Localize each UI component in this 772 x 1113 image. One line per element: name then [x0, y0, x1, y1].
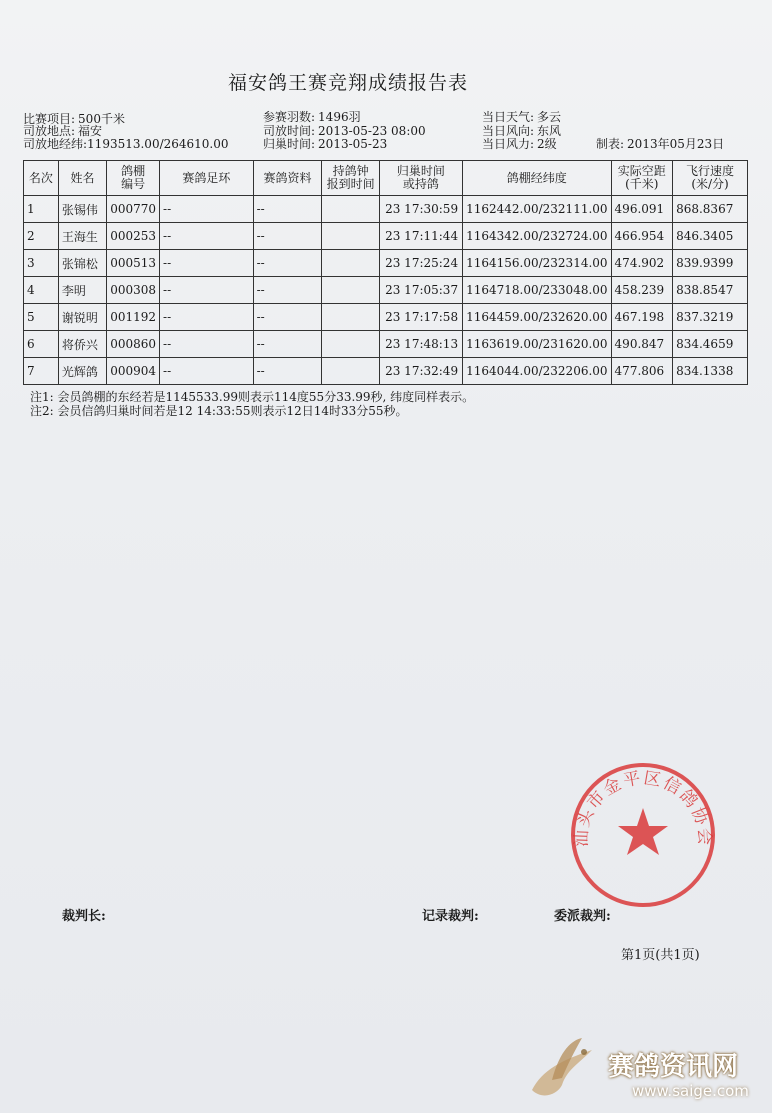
- entries-count: 参赛羽数: 1496羽: [263, 110, 361, 124]
- cell-loft: 000253: [107, 223, 160, 250]
- cell-time: 23 17:05:37: [379, 277, 462, 304]
- weather: 当日天气: 多云: [482, 110, 562, 124]
- header-distance: 实际空距 (千米): [611, 161, 673, 196]
- header-return-time: 归巢时间 或持鸽: [379, 161, 462, 196]
- cell-name: 张锡伟: [58, 196, 106, 223]
- cell-speed: 837.3219: [673, 304, 748, 331]
- cell-name: 将侨兴: [58, 331, 106, 358]
- cell-time: 23 17:11:44: [379, 223, 462, 250]
- table-row: [24, 358, 748, 385]
- header-clock: 持鸽钟 报到时间: [322, 161, 379, 196]
- cell-info: --: [253, 358, 322, 385]
- assigned-referee-label: 委派裁判:: [554, 909, 611, 924]
- race-item: 比赛项目: 500千米: [23, 112, 125, 126]
- cell-distance: 496.091: [611, 196, 673, 223]
- table-header-row: [24, 161, 748, 196]
- cell-loft: 000860: [107, 331, 160, 358]
- results-table: [23, 160, 748, 385]
- cell-rank: 2: [24, 223, 59, 250]
- cell-ring: --: [160, 358, 254, 385]
- watermark-title: 赛鸽资讯网: [608, 1052, 739, 1082]
- cell-loft: 000308: [107, 277, 160, 304]
- cell-rank: 4: [24, 277, 59, 304]
- cell-ring: --: [160, 223, 254, 250]
- cell-ring: --: [160, 331, 254, 358]
- cell-coord: 1164156.00/232314.00: [463, 250, 611, 277]
- note-2: 注2: 会员信鸽归巢时间若是12 14:33:55则表示12日14时33分55秒。: [30, 404, 408, 418]
- header-speed: 飞行速度 (米/分): [673, 161, 748, 196]
- return-time: 归巢时间: 2013-05-23: [263, 137, 388, 151]
- cell-info: --: [253, 277, 322, 304]
- table-row: [24, 304, 748, 331]
- cell-info: --: [253, 196, 322, 223]
- made-date: 制表: 2013年05月23日: [596, 137, 725, 151]
- cell-name: 李明: [58, 277, 106, 304]
- wind-direction: 当日风向: 东风: [482, 124, 562, 138]
- cell-distance: 477.806: [611, 358, 673, 385]
- watermark-url: www.saige.com: [632, 1082, 749, 1100]
- cell-clock: [322, 358, 379, 385]
- cell-speed: 834.4659: [673, 331, 748, 358]
- table-row: [24, 223, 748, 250]
- cell-distance: 466.954: [611, 223, 673, 250]
- recording-referee-label: 记录裁判:: [422, 909, 479, 924]
- cell-rank: 6: [24, 331, 59, 358]
- official-seal: [568, 760, 718, 910]
- cell-coord: 1162442.00/232111.00: [463, 196, 611, 223]
- cell-info: --: [253, 250, 322, 277]
- cell-distance: 467.198: [611, 304, 673, 331]
- header-loft: 鸽棚 编号: [107, 161, 160, 196]
- cell-rank: 5: [24, 304, 59, 331]
- cell-rank: 1: [24, 196, 59, 223]
- cell-time: 23 17:30:59: [379, 196, 462, 223]
- header-info: 赛鸽资料: [253, 161, 322, 196]
- cell-speed: 868.8367: [673, 196, 748, 223]
- table-row: [24, 277, 748, 304]
- cell-distance: 458.239: [611, 277, 673, 304]
- cell-ring: --: [160, 196, 254, 223]
- cell-name: 王海生: [58, 223, 106, 250]
- table-row: [24, 250, 748, 277]
- page-number: 第1页(共1页): [621, 948, 700, 963]
- cell-clock: [322, 250, 379, 277]
- cell-time: 23 17:17:58: [379, 304, 462, 331]
- cell-time: 23 17:25:24: [379, 250, 462, 277]
- cell-clock: [322, 277, 379, 304]
- star-icon: [618, 808, 668, 855]
- cell-loft: 000904: [107, 358, 160, 385]
- cell-name: 光辉鸽: [58, 358, 106, 385]
- cell-coord: 1164342.00/232724.00: [463, 223, 611, 250]
- cell-speed: 838.8547: [673, 277, 748, 304]
- cell-coord: 1164044.00/232206.00: [463, 358, 611, 385]
- header-coord: 鸽棚经纬度: [463, 161, 611, 196]
- header-rank: 名次: [24, 161, 59, 196]
- cell-clock: [322, 196, 379, 223]
- table-row: [24, 196, 748, 223]
- site-watermark: [522, 1030, 772, 1110]
- cell-loft: 001192: [107, 304, 160, 331]
- wind-force: 当日风力: 2级: [482, 137, 557, 151]
- report-title: 福安鸽王赛竞翔成绩报告表: [227, 72, 468, 94]
- cell-distance: 490.847: [611, 331, 673, 358]
- cell-ring: --: [160, 250, 254, 277]
- cell-info: --: [253, 331, 322, 358]
- header-name: 姓名: [58, 161, 106, 196]
- cell-rank: 3: [24, 250, 59, 277]
- cell-ring: --: [160, 304, 254, 331]
- release-place: 司放地点: 福安: [23, 124, 103, 138]
- cell-speed: 839.9399: [673, 250, 748, 277]
- cell-info: --: [253, 304, 322, 331]
- cell-loft: 000770: [107, 196, 160, 223]
- cell-loft: 000513: [107, 250, 160, 277]
- cell-clock: [322, 223, 379, 250]
- cell-speed: 834.1338: [673, 358, 748, 385]
- chief-referee-label: 裁判长:: [62, 909, 106, 924]
- release-coord: 司放地经纬:1193513.00/264610.00: [23, 137, 229, 151]
- cell-info: --: [253, 223, 322, 250]
- cell-rank: 7: [24, 358, 59, 385]
- header-ring: 赛鸽足环: [160, 161, 254, 196]
- cell-clock: [322, 304, 379, 331]
- cell-speed: 846.3405: [673, 223, 748, 250]
- cell-coord: 1163619.00/231620.00: [463, 331, 611, 358]
- table-row: [24, 331, 748, 358]
- svg-text:汕头市金平区信鸽协会: 汕头市金平区信鸽协会: [571, 768, 715, 848]
- cell-name: 张锦松: [58, 250, 106, 277]
- cell-coord: 1164459.00/232620.00: [463, 304, 611, 331]
- release-time: 司放时间: 2013-05-23 08:00: [263, 124, 426, 138]
- cell-coord: 1164718.00/233048.00: [463, 277, 611, 304]
- cell-time: 23 17:48:13: [379, 331, 462, 358]
- cell-clock: [322, 331, 379, 358]
- cell-name: 谢锐明: [58, 304, 106, 331]
- pigeon-logo-icon: [522, 1030, 602, 1110]
- cell-distance: 474.902: [611, 250, 673, 277]
- note-1: 注1: 会员鸽棚的东经若是1145533.99则表示114度55分33.99秒, 纬度同样表示。: [30, 390, 475, 404]
- cell-ring: --: [160, 277, 254, 304]
- cell-time: 23 17:32:49: [379, 358, 462, 385]
